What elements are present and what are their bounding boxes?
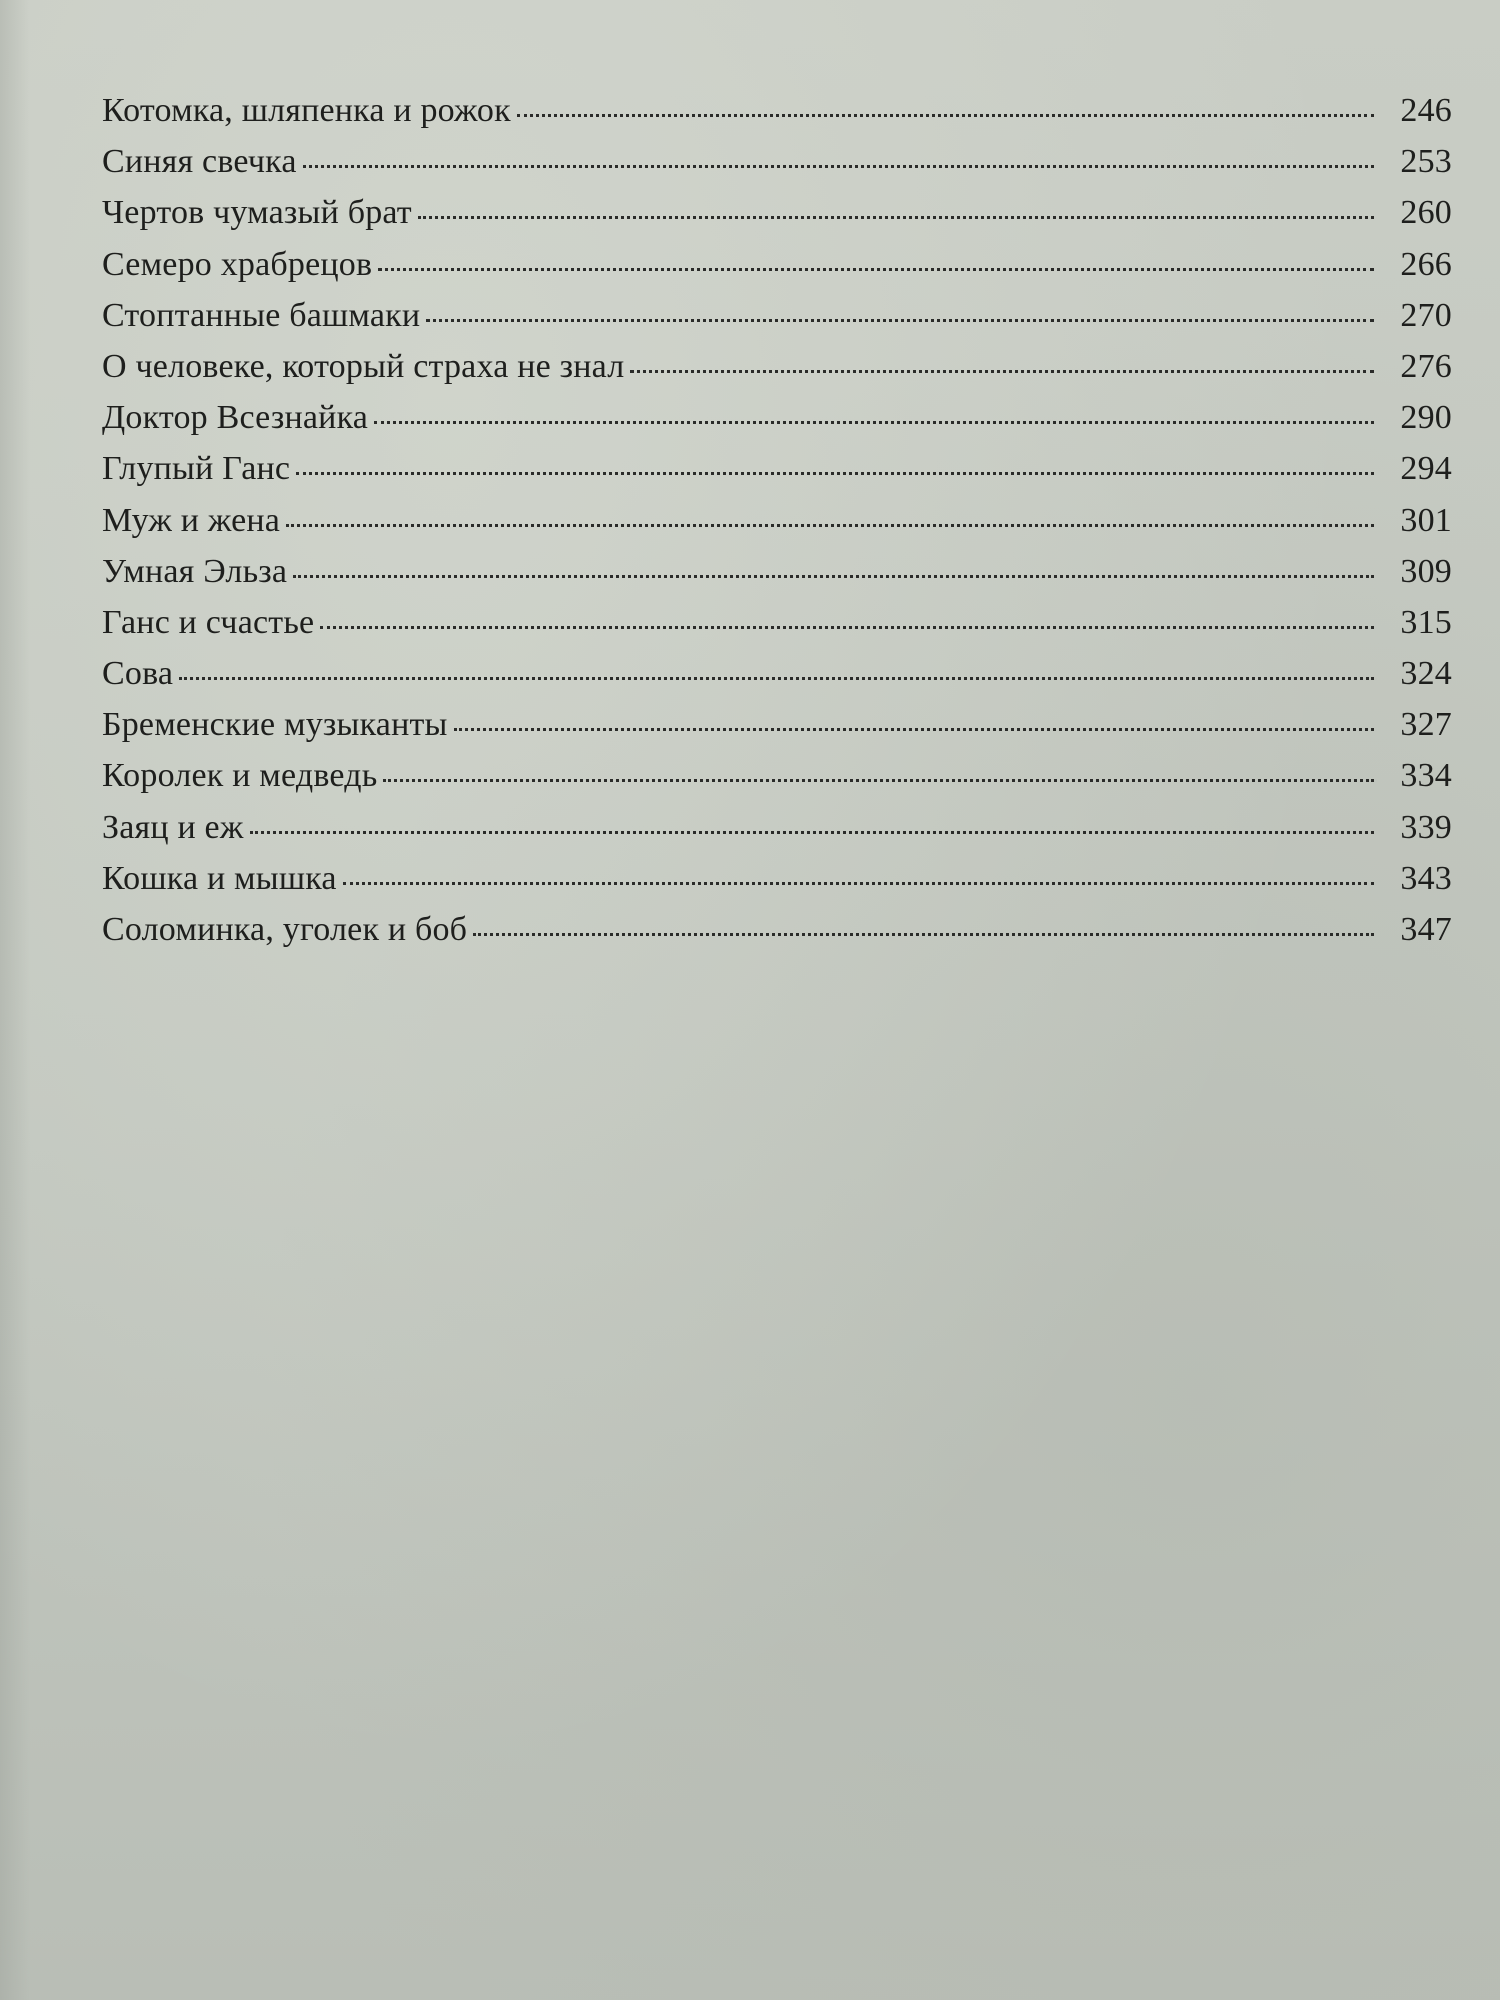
toc-entry <box>102 297 1452 348</box>
dot-leader <box>293 575 1374 578</box>
dot-leader <box>343 882 1374 885</box>
toc-entry <box>102 194 1452 245</box>
toc-entry-title: Бременские музыканты <box>102 706 448 744</box>
toc-entry-title: Котомка, шляпенка и рожок <box>102 92 511 129</box>
toc-entry-page: 290 <box>1400 399 1452 437</box>
toc-entry-page: 266 <box>1400 245 1452 283</box>
toc-entry <box>102 860 1452 911</box>
toc-entry <box>102 348 1452 399</box>
toc-entry <box>102 809 1452 860</box>
toc-entry-title: О человеке, который страха не знал <box>102 347 625 385</box>
dot-leader <box>383 779 1374 782</box>
dot-leader <box>179 677 1374 680</box>
toc-entry-title: Семеро храбрецов <box>102 245 373 283</box>
toc-entry-title: Ганс и счастье <box>102 603 315 641</box>
dot-leader <box>374 421 1374 424</box>
toc-entry-page: 324 <box>1400 655 1452 693</box>
toc-entry-title: Стоптанные башмаки <box>102 296 421 334</box>
toc-entry <box>102 553 1452 604</box>
toc-entry <box>102 399 1452 450</box>
toc-entry <box>102 706 1452 757</box>
page-edge-shadow <box>0 0 30 2000</box>
toc-entry <box>102 655 1452 706</box>
toc-entry-title: Заяц и еж <box>102 808 244 846</box>
toc-entry-page: 270 <box>1400 296 1452 334</box>
toc-entry-page: 276 <box>1400 347 1452 385</box>
toc-entry-title: Королек и медведь <box>102 757 378 795</box>
toc-entry-page: 301 <box>1400 501 1452 539</box>
toc-entry-page: 315 <box>1400 603 1452 641</box>
dot-leader <box>378 268 1374 271</box>
toc-entry-page: 327 <box>1400 706 1452 744</box>
table-of-contents <box>102 92 1452 962</box>
toc-entry-title: Умная Эльза <box>102 552 288 590</box>
toc-entry-page: 347 <box>1400 911 1452 948</box>
dot-leader <box>286 524 1374 527</box>
dot-leader <box>320 626 1374 629</box>
toc-entry-title: Глупый Ганс <box>102 450 291 488</box>
toc-entry <box>102 604 1452 655</box>
toc-entry <box>102 92 1452 143</box>
dot-leader <box>250 831 1374 834</box>
dot-leader <box>296 472 1374 475</box>
dot-leader <box>426 319 1374 322</box>
toc-entry-page: 294 <box>1400 450 1452 488</box>
dot-leader <box>454 728 1374 731</box>
toc-entry <box>102 757 1452 808</box>
toc-entry <box>102 450 1452 501</box>
toc-entry <box>102 246 1452 297</box>
toc-entry-title: Кошка и мышка <box>102 859 337 897</box>
dot-leader <box>473 933 1374 936</box>
toc-entry-title: Муж и жена <box>102 501 281 539</box>
toc-entry-title: Чертов чумазый брат <box>102 194 412 232</box>
dot-leader <box>630 370 1374 373</box>
toc-entry-page: 343 <box>1400 859 1452 897</box>
toc-entry-title: Сова <box>102 655 174 693</box>
toc-entry <box>102 911 1452 962</box>
toc-entry-page: 246 <box>1400 92 1452 129</box>
toc-entry <box>102 143 1452 194</box>
dot-leader <box>517 114 1374 117</box>
toc-entry <box>102 502 1452 553</box>
toc-entry-page: 339 <box>1400 808 1452 846</box>
toc-entry-page: 253 <box>1400 143 1452 181</box>
dot-leader <box>303 165 1374 168</box>
toc-entry-page: 309 <box>1400 552 1452 590</box>
toc-entry-title: Соломинка, уголек и боб <box>102 911 468 948</box>
toc-entry-title: Доктор Всезнайка <box>102 399 369 437</box>
toc-entry-page: 334 <box>1400 757 1452 795</box>
dot-leader <box>418 216 1374 219</box>
toc-entry-page: 260 <box>1400 194 1452 232</box>
toc-entry-title: Синяя свечка <box>102 143 297 181</box>
